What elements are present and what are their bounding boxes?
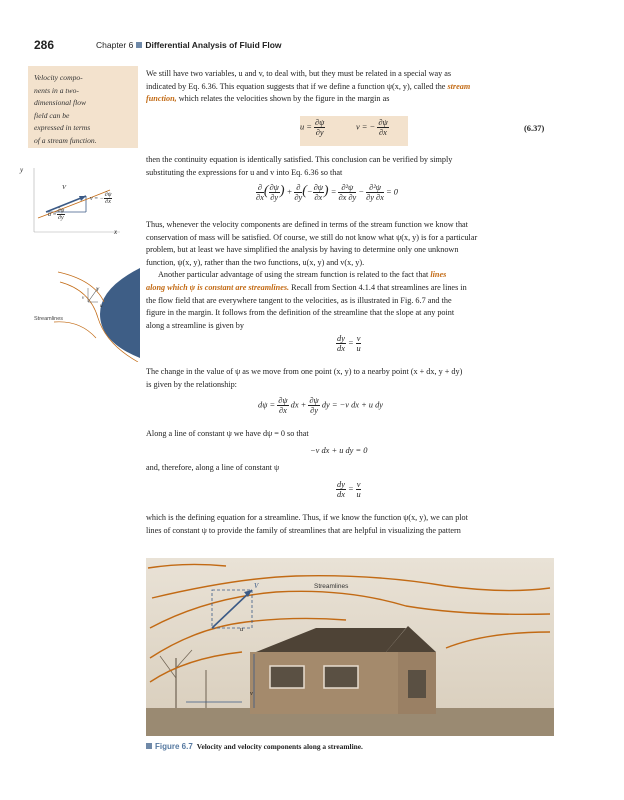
numerator: ∂ψ (57, 208, 65, 214)
numerator: ∂ (296, 183, 301, 192)
figure-vector-label: V (254, 582, 259, 590)
text-span: Recall from Section 4.1.4 that streamlines are lines in (291, 282, 467, 292)
slope-equation: $\frac{dy}{dx}$ = $\frac{v}{u}$ (337, 334, 361, 353)
equation-v (356, 118, 389, 137)
v-component-label (90, 192, 112, 205)
numerator: ∂ψ (378, 118, 388, 127)
text-line: which is the defining equation for a streamline. Thus, if we know the function ψ(x, y), we can plot (146, 513, 468, 522)
chapter-header (96, 40, 282, 50)
numerator: ∂ (257, 183, 262, 192)
square-bullet-icon (146, 743, 152, 749)
margin-note-line: dimensional flow (34, 98, 87, 108)
emphasis-text: along which ψ is constant are streamlines. (146, 282, 290, 292)
text-line: function, ψ(x, y), rather than the two functions, u(x, y) and v(x, y). (146, 257, 365, 267)
text-line (146, 93, 552, 106)
figure-streamlines-label: Streamlines (314, 583, 349, 590)
emphasis-text: lines (430, 270, 447, 280)
u-component-label (48, 208, 65, 221)
chapter-label: Chapter 6 (96, 40, 134, 50)
streamlines-label: Streamlines (34, 316, 64, 322)
square-bullet-icon (136, 42, 142, 48)
eq-text: v = − (90, 195, 104, 202)
denominator: ∂y (58, 215, 64, 221)
denominator: ∂x (278, 406, 287, 415)
numerator: ∂²ψ (366, 183, 384, 193)
fraction (336, 334, 346, 353)
equation-number: (6.37) (524, 124, 545, 133)
streamlines-body-diagram (30, 262, 140, 362)
text-line: the flow field that are everywhere tangent to the velocities, as is illustrated in Fig. 6.7 and the (146, 295, 452, 305)
denominator: ∂x (105, 199, 111, 205)
margin-note-line: nents in a two- (34, 85, 79, 95)
text-line: then the continuity equation is identically satisfied. This conclusion can be verified by simply (146, 155, 453, 164)
text-span: indicated by Eq. 6.36. This equation suggests that if we define a function ψ(x, y), called the (146, 81, 446, 91)
denominator: ∂x (379, 128, 387, 137)
dpsi-equation (258, 396, 383, 415)
numerator: v (356, 334, 361, 343)
text-line (146, 282, 552, 295)
fraction (104, 192, 113, 205)
fraction (313, 183, 324, 202)
margin-note (28, 66, 138, 148)
continuity-equation: $\frac{\partial}{\partial x}$ ( $\frac{\partial\psi}{\partial y}$ ) + $\frac{\partial}{\partial y}$ (− $\frac{\partial\psi}{\partial x}$ ) = $\frac{\text{∂²ψ}}{\partial x \partial y}$ − $\frac{\text{∂²ψ}}{\partial y \partial x}$ = 0 (256, 183, 398, 202)
text-line (146, 269, 552, 282)
streamline-curve (58, 272, 104, 302)
fraction (377, 118, 388, 137)
denominator: u (356, 490, 361, 499)
paragraph-8 (146, 512, 552, 537)
paragraph-6: Along a line of constant ψ we have dψ = 0 so that (146, 429, 309, 438)
figure-label: Figure 6.7 (155, 742, 193, 751)
caption-text: Velocity and velocity components along a streamline. (196, 742, 363, 751)
denominator: ∂x ∂y (338, 193, 357, 202)
axis-y-label: y (20, 166, 24, 174)
page-number: 286 (34, 38, 55, 52)
fraction (338, 183, 356, 202)
equation-u (300, 118, 325, 137)
text-line: The change in the value of ψ as we move from one point (x, y) to a nearby point (x + dx, y + dy) (146, 367, 463, 376)
fraction (277, 396, 288, 415)
numerator: ∂ψ (269, 183, 279, 192)
denominator: ∂y ∂x (366, 193, 384, 202)
fraction (269, 183, 280, 202)
numerator: ∂ψ (104, 192, 112, 198)
fraction (314, 118, 325, 137)
denominator: u (356, 344, 361, 353)
streamline-curve (54, 322, 96, 338)
small-u-label: v (82, 296, 85, 301)
denominator: dx (337, 490, 345, 499)
denominator: ∂y (310, 406, 319, 415)
figure-v-label: v (250, 690, 253, 697)
denominator: ∂y (294, 193, 303, 202)
zero-equation: −v dx + u dy = 0 (310, 446, 368, 455)
numerator: ∂²ψ (338, 183, 356, 193)
fraction (57, 208, 66, 221)
numerator: ∂ψ (313, 183, 323, 192)
figure-caption (146, 742, 363, 751)
paragraph-5 (146, 366, 552, 391)
numerator: v (356, 480, 361, 489)
denominator: ∂x (314, 193, 323, 202)
denominator: ∂y (270, 193, 279, 202)
text-line: conservation of mass will be satisfied. Of course, we still do not know what ψ(x, y) is for a particular (146, 232, 478, 242)
axis-x-label: x (114, 228, 118, 236)
fraction (308, 396, 319, 415)
text-line (146, 81, 552, 94)
denominator: dx (337, 344, 345, 353)
paragraph-7: and, therefore, along a line of constant ψ (146, 463, 280, 472)
eq-text: v = − (356, 122, 376, 132)
fraction (256, 183, 264, 202)
eq-text: = 0 (386, 187, 398, 197)
margin-note-line: expressed in terms (34, 123, 91, 133)
text-line: substituting the expressions for u and v into Eq. 6.36 so that (146, 167, 343, 177)
text-span: Another particular advantage of using the stream function is related to the fact that (158, 270, 429, 280)
denominator: ∂x (256, 193, 264, 202)
eq-text: u = (48, 211, 57, 218)
fraction (366, 183, 384, 202)
margin-note-line: of a stream function. (34, 135, 97, 145)
eq-text: u = (300, 122, 312, 132)
body-shape (100, 268, 140, 358)
text-line: problem, but at least we have simplified the analysis by having to determine only one unknown (146, 245, 459, 255)
small-u-label-2: u (100, 304, 103, 309)
fraction (336, 480, 346, 499)
eq-text: dψ = (258, 400, 276, 410)
fraction (356, 334, 362, 353)
text-line: We still have two variables, u and v, to deal with, but they must be related in a special way as (146, 69, 452, 78)
chapter-title: Differential Analysis of Fluid Flow (145, 40, 282, 50)
numerator: ∂ψ (278, 396, 288, 405)
paragraph-3 (146, 219, 552, 332)
vector-v-label: V (62, 184, 66, 191)
figure-u-label: u (240, 626, 244, 633)
text-span: which relates the velocities shown by the figure in the margin as (178, 94, 390, 104)
text-line: lines of constant ψ to provide the family of streamlines that are helpful in visualizing the pattern (146, 525, 461, 535)
numerator: dy (337, 480, 345, 489)
margin-note-line: field can be (34, 110, 70, 120)
eq-text: dx + (290, 400, 307, 410)
text-line: along a streamline is given by (146, 320, 244, 330)
numerator: dy (337, 334, 345, 343)
numerator: ∂ψ (315, 118, 325, 127)
small-v-label: V (96, 288, 100, 293)
text-line: figure in the margin. It follows from the definition of the streamline that the slope at any point (146, 308, 455, 318)
streamline-equation: $\frac{dy}{dx}$ = $\frac{v}{u}$ (337, 480, 361, 499)
fraction (356, 480, 362, 499)
text-line: Thus, whenever the velocity components are defined in terms of the stream function we know that (146, 220, 468, 229)
paragraph-1 (146, 68, 552, 106)
paragraph-2 (146, 154, 552, 179)
margin-note-line: Velocity compo- (34, 73, 83, 82)
stream-function-term: function, (146, 94, 177, 104)
figure-photo (146, 558, 554, 736)
stream-function-term: stream (447, 81, 471, 91)
denominator: ∂y (315, 128, 324, 137)
text-line: is given by the relationship: (146, 379, 237, 389)
eq-text: dy = −v dx + u dy (321, 400, 383, 410)
numerator: ∂ψ (309, 396, 319, 405)
